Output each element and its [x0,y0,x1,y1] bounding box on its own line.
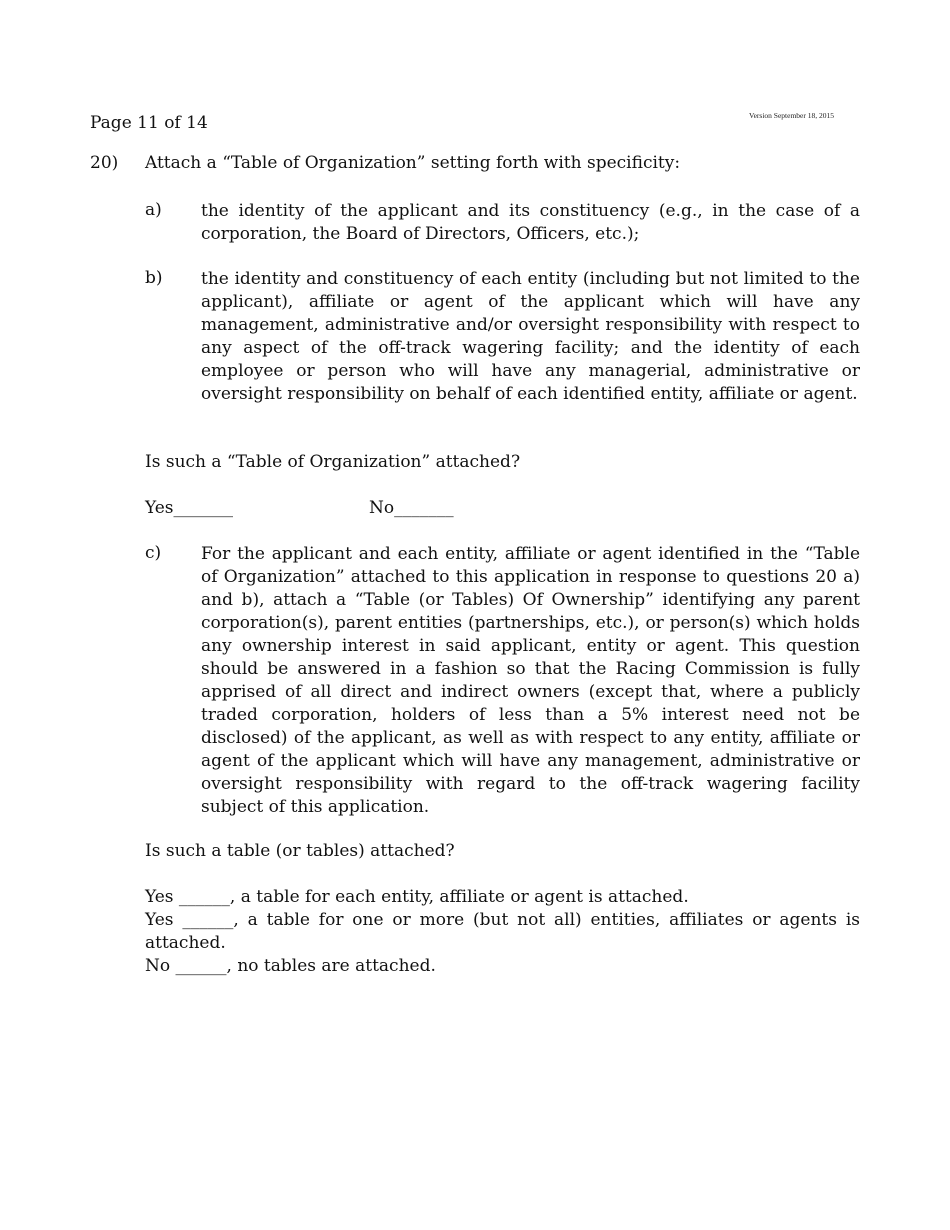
page-number: Page 11 of 14 [90,113,208,133]
item-c-text: For the applicant and each entity, affiliate or agent identified in the “Table of Organization” attached to this application in response to questions 20 a) and b), attach a “Table (or Tables) Of Ownership” identifying any parent corporation(s), parent entities (partnerships, etc.), or person(s) which holds any ownership interest in said applicant, entity or agent. This question should be answered in a fashion so that the Racing Commission is fully apprised of all direct and indirect owners (except that, where a publicly traded corporation, holders of less than a 5% interest need not be disclosed) of the applicant, as well as with respect to any entity, affiliate or agent of the applicant which will have any management, administrative or oversight responsibility with regard to the off-track wagering facility subject of this application. [201,544,860,817]
item-b-label: b) [145,268,163,288]
question-text: Attach a “Table of Organization” setting forth with specificity: [145,153,681,173]
org-table-no-blank[interactable]: No_______ [369,498,454,518]
ownership-table-question: Is such a table (or tables) attached? [145,841,455,861]
item-a-text: the identity of the applicant and its constituency (e.g., in the case of a corporation, the Board of Directors, Officers, etc.); [201,201,860,244]
item-c-label: c) [145,543,162,563]
org-table-question: Is such a “Table of Organization” attached? [145,452,521,472]
ownership-answer-some[interactable]: Yes ______, a table for one or more (but not all) entities, affiliates or agents is attached. [145,910,860,953]
ownership-answers [145,886,860,978]
question-number: 20) [90,153,119,173]
ownership-answer-none[interactable]: No ______, no tables are attached. [145,956,436,976]
ownership-answer-all[interactable]: Yes ______, a table for each entity, affiliate or agent is attached. [145,887,689,907]
org-table-yes-blank[interactable]: Yes_______ [145,498,234,518]
item-b-text: the identity and constituency of each entity (including but not limited to the applicant), affiliate or agent of the applicant which will have any management, administrative and/or oversight responsibility with respect to any aspect of the off-track wagering facility; and the identity of each employee or person who will have any managerial, administrative or oversight responsibility on behalf of each identified entity, affiliate or agent. [201,269,860,404]
version-note: Version September 18, 2015 [749,111,834,120]
item-a-label: a) [145,200,162,220]
